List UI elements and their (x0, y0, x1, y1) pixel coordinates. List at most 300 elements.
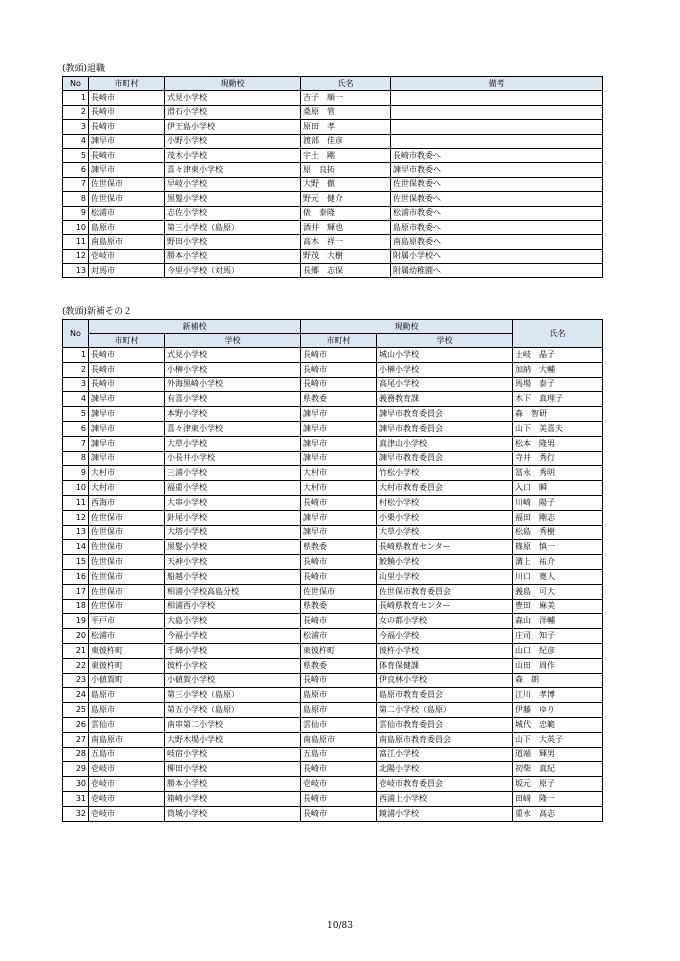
table-row (63, 392, 603, 407)
cell-current-municipality: 島原市 (301, 703, 377, 718)
cell-no: 30 (63, 777, 89, 792)
header-new-school-group: 新補校 (89, 320, 301, 334)
cell-current-school: 佐世保市教育委員会 (377, 584, 513, 599)
header-current-school-group: 現勤校 (301, 320, 513, 334)
cell-new-municipality: 松浦市 (89, 629, 165, 644)
header-current-school: 学校 (377, 334, 513, 348)
cell-name: 原 良拓 (301, 163, 391, 177)
cell-school: 今里小学校（対馬） (165, 264, 301, 278)
cell-municipality: 諫早市 (89, 134, 165, 148)
cell-name: 川口 寛人 (513, 569, 603, 584)
table-row (63, 614, 603, 629)
cell-new-school: 大島小学校 (165, 614, 301, 629)
cell-name: 城代 忠範 (513, 717, 603, 732)
cell-current-school: 諫早市教育委員会 (377, 451, 513, 466)
cell-school: 第三小学校（島原） (165, 220, 301, 234)
table-row (63, 91, 603, 105)
cell-new-municipality: 島原市 (89, 688, 165, 703)
table-row (63, 717, 603, 732)
cell-school: 小野小学校 (165, 134, 301, 148)
table-row (63, 791, 603, 806)
cell-current-municipality: 島原市 (301, 688, 377, 703)
cell-name: 江川 孝博 (513, 688, 603, 703)
cell-current-municipality: 諫早市 (301, 421, 377, 436)
cell-current-municipality: 諫早市 (301, 436, 377, 451)
cell-school: 黒髪小学校 (165, 192, 301, 206)
cell-no: 7 (63, 436, 89, 451)
cell-name: 加納 大輔 (513, 362, 603, 377)
cell-current-municipality: 南島原市 (301, 732, 377, 747)
cell-municipality: 対馬市 (89, 264, 165, 278)
cell-name: 渡部 佳彦 (301, 134, 391, 148)
cell-new-municipality: 長崎市 (89, 348, 165, 363)
cell-new-school: 今福小学校 (165, 629, 301, 644)
cell-no: 13 (63, 525, 89, 540)
cell-school: 伊王島小学校 (165, 120, 301, 134)
cell-no: 26 (63, 717, 89, 732)
cell-no: 28 (63, 747, 89, 762)
table-row (63, 134, 603, 148)
cell-name: 原田 孝 (301, 120, 391, 134)
cell-municipality: 長崎市 (89, 148, 165, 162)
cell-name: 入口 瞬 (513, 481, 603, 496)
cell-new-school: 筒城小学校 (165, 806, 301, 821)
cell-new-school: 箱崎小学校 (165, 791, 301, 806)
cell-name: 冨永 秀明 (513, 466, 603, 481)
cell-municipality: 諫早市 (89, 163, 165, 177)
cell-new-school: 式見小学校 (165, 348, 301, 363)
cell-school: 野田小学校 (165, 235, 301, 249)
table-row (63, 510, 603, 525)
cell-no: 32 (63, 806, 89, 821)
cell-name: 馬場 泰子 (513, 377, 603, 392)
cell-school: 式見小学校 (165, 91, 301, 105)
cell-current-school: 北陽小学校 (377, 762, 513, 777)
cell-no: 10 (63, 220, 89, 234)
cell-no: 4 (63, 392, 89, 407)
cell-current-school: 島原市教育委員会 (377, 688, 513, 703)
table-row (63, 105, 603, 119)
cell-name: 伊藤 ゆり (513, 703, 603, 718)
cell-name: 篠原 慎一 (513, 540, 603, 555)
cell-remarks: 佐世保教委へ (391, 177, 603, 191)
header-current-school: 現勤校 (165, 77, 301, 91)
cell-new-municipality: 諫早市 (89, 421, 165, 436)
cell-no: 11 (63, 235, 89, 249)
table-row (63, 762, 603, 777)
cell-name: 寺井 秀行 (513, 451, 603, 466)
cell-school: 喜々津東小学校 (165, 163, 301, 177)
cell-current-municipality: 長崎市 (301, 806, 377, 821)
header-municipality: 市町村 (89, 77, 165, 91)
cell-remarks (391, 105, 603, 119)
cell-current-school: 雲仙市教育委員会 (377, 717, 513, 732)
table-row (63, 658, 603, 673)
table-row (63, 421, 603, 436)
cell-remarks (391, 120, 603, 134)
cell-no: 21 (63, 643, 89, 658)
cell-new-school: 大野木場小学校 (165, 732, 301, 747)
cell-new-school: 針尾小学校 (165, 510, 301, 525)
cell-remarks: 島原市教委へ (391, 220, 603, 234)
cell-no: 17 (63, 584, 89, 599)
cell-remarks (391, 134, 603, 148)
cell-no: 5 (63, 407, 89, 422)
cell-new-municipality: 壱岐市 (89, 791, 165, 806)
table-row (63, 599, 603, 614)
table-row (63, 747, 603, 762)
header-current-municipality: 市町村 (301, 334, 377, 348)
cell-current-school: 高尾小学校 (377, 377, 513, 392)
cell-no: 3 (63, 377, 89, 392)
header-new-municipality: 市町村 (89, 334, 165, 348)
table-row (63, 348, 603, 363)
cell-no: 6 (63, 163, 89, 177)
cell-no: 2 (63, 362, 89, 377)
section2-title: (教頭)新補その２ (62, 307, 133, 317)
cell-current-municipality: 長崎市 (301, 791, 377, 806)
cell-no: 6 (63, 421, 89, 436)
cell-current-school: 鏡浦小学校 (377, 806, 513, 821)
table-row (63, 177, 603, 191)
cell-new-municipality: 諫早市 (89, 407, 165, 422)
cell-remarks: 長崎市教委へ (391, 148, 603, 162)
header-remarks: 備考 (391, 77, 603, 91)
cell-name: 初柴 真紀 (513, 762, 603, 777)
table-row (63, 540, 603, 555)
cell-no: 25 (63, 703, 89, 718)
cell-no: 23 (63, 673, 89, 688)
cell-current-municipality: 県教委 (301, 658, 377, 673)
cell-name: 長郷 志保 (301, 264, 391, 278)
cell-remarks: 佐世保教委へ (391, 192, 603, 206)
cell-no: 12 (63, 510, 89, 525)
cell-name: 土岐 晶子 (513, 348, 603, 363)
cell-new-municipality: 壱岐市 (89, 806, 165, 821)
cell-new-school: 千綿小学校 (165, 643, 301, 658)
cell-name: 道端 輝男 (513, 747, 603, 762)
table-row (63, 220, 603, 234)
cell-new-municipality: 五島市 (89, 747, 165, 762)
cell-no: 22 (63, 658, 89, 673)
cell-new-school: 外海黒崎小学校 (165, 377, 301, 392)
table-row (63, 673, 603, 688)
cell-new-school: 第三小学校（島原） (165, 688, 301, 703)
cell-new-school: 彼杵小学校 (165, 658, 301, 673)
cell-name: 溝上 祐介 (513, 555, 603, 570)
cell-new-school: 柳田小学校 (165, 762, 301, 777)
cell-name: 森 朗 (513, 673, 603, 688)
header-new-school: 学校 (165, 334, 301, 348)
cell-school: 滑石小学校 (165, 105, 301, 119)
cell-name: 山下 美喜夫 (513, 421, 603, 436)
cell-new-municipality: 東彼杵町 (89, 643, 165, 658)
cell-current-municipality: 県教委 (301, 392, 377, 407)
cell-current-municipality: 諫早市 (301, 510, 377, 525)
cell-current-municipality: 長崎市 (301, 362, 377, 377)
cell-current-school: 第二小学校（島原） (377, 703, 513, 718)
cell-name: 義島 可大 (513, 584, 603, 599)
header-name: 氏名 (513, 320, 603, 348)
cell-no: 27 (63, 732, 89, 747)
cell-current-municipality: 壱岐市 (301, 777, 377, 792)
cell-new-school: 相浦小学校高島分校 (165, 584, 301, 599)
cell-current-municipality: 県教委 (301, 599, 377, 614)
cell-current-school: 富江小学校 (377, 747, 513, 762)
cell-current-school: 長崎県教育センター (377, 540, 513, 555)
cell-municipality: 佐世保市 (89, 177, 165, 191)
cell-name: 俵 泰隆 (301, 206, 391, 220)
cell-name: 川崎 陽子 (513, 495, 603, 510)
cell-new-school: 有喜小学校 (165, 392, 301, 407)
cell-new-school: 小長井小学校 (165, 451, 301, 466)
cell-name: 森山 洋輔 (513, 614, 603, 629)
cell-new-school: 喜々津東小学校 (165, 421, 301, 436)
cell-no: 10 (63, 481, 89, 496)
cell-current-school: 女の都小学校 (377, 614, 513, 629)
cell-name: 木下 真理子 (513, 392, 603, 407)
cell-name: 野元 健介 (301, 192, 391, 206)
cell-new-municipality: 大村市 (89, 466, 165, 481)
table-row (63, 525, 603, 540)
table-row (63, 732, 603, 747)
cell-new-municipality: 小値賀町 (89, 673, 165, 688)
table-row (63, 235, 603, 249)
cell-no: 12 (63, 249, 89, 263)
table-row (63, 643, 603, 658)
cell-remarks: 附属小学校へ (391, 249, 603, 263)
section1-title: (教頭)退職 (62, 64, 106, 74)
cell-new-municipality: 諫早市 (89, 436, 165, 451)
cell-current-school: 竹松小学校 (377, 466, 513, 481)
cell-new-school: 岐宿小学校 (165, 747, 301, 762)
cell-current-municipality: 東彼杵町 (301, 643, 377, 658)
cell-current-municipality: 大村市 (301, 481, 377, 496)
cell-remarks (391, 91, 603, 105)
cell-no: 11 (63, 495, 89, 510)
cell-current-school: 鮫饒小学校 (377, 555, 513, 570)
cell-new-municipality: 佐世保市 (89, 555, 165, 570)
cell-current-municipality: 諫早市 (301, 525, 377, 540)
cell-no: 5 (63, 148, 89, 162)
cell-current-municipality: 長崎市 (301, 495, 377, 510)
cell-new-school: 第五小学校（島原） (165, 703, 301, 718)
cell-current-municipality: 長崎市 (301, 569, 377, 584)
cell-name: 田﨑 隆一 (513, 791, 603, 806)
cell-new-school: 本野小学校 (165, 407, 301, 422)
cell-name: 山下 大英子 (513, 732, 603, 747)
table-row (63, 629, 603, 644)
cell-remarks: 諫早市教委へ (391, 163, 603, 177)
cell-name: 豊田 麻美 (513, 599, 603, 614)
table-row (63, 377, 603, 392)
cell-name: 重永 高志 (513, 806, 603, 821)
cell-new-municipality: 東彼杵町 (89, 658, 165, 673)
cell-new-municipality: 佐世保市 (89, 540, 165, 555)
cell-new-municipality: 大村市 (89, 481, 165, 496)
cell-no: 1 (63, 348, 89, 363)
table-row (63, 451, 603, 466)
cell-no: 8 (63, 451, 89, 466)
table-row (63, 569, 603, 584)
cell-name: 宇土 剛 (301, 148, 391, 162)
cell-school: 早岐小学校 (165, 177, 301, 191)
cell-name: 松本 隆男 (513, 436, 603, 451)
cell-new-municipality: 長崎市 (89, 362, 165, 377)
cell-current-municipality: 長崎市 (301, 348, 377, 363)
cell-municipality: 松浦市 (89, 206, 165, 220)
cell-current-school: 長崎県教育センター (377, 599, 513, 614)
cell-municipality: 長崎市 (89, 120, 165, 134)
cell-no: 1 (63, 91, 89, 105)
cell-new-school: 大塔小学校 (165, 525, 301, 540)
cell-new-school: 大草小学校 (165, 436, 301, 451)
cell-current-municipality: 松浦市 (301, 629, 377, 644)
cell-name: 山田 周作 (513, 658, 603, 673)
cell-new-municipality: 佐世保市 (89, 569, 165, 584)
cell-new-municipality: 島原市 (89, 703, 165, 718)
cell-school: 茂木小学校 (165, 148, 301, 162)
cell-municipality: 長崎市 (89, 105, 165, 119)
cell-name: 山口 紀彦 (513, 643, 603, 658)
table-row (63, 407, 603, 422)
table-row (63, 264, 603, 278)
cell-current-school: 城山小学校 (377, 348, 513, 363)
cell-current-municipality: 県教委 (301, 540, 377, 555)
cell-new-municipality: 長崎市 (89, 377, 165, 392)
cell-name: 福田 剛志 (513, 510, 603, 525)
cell-current-municipality: 佐世保市 (301, 584, 377, 599)
table-row (63, 806, 603, 821)
table-row (63, 584, 603, 599)
cell-current-school: 村松小学校 (377, 495, 513, 510)
cell-name: 高木 祥一 (301, 235, 391, 249)
table-row (63, 495, 603, 510)
cell-new-school: 小値賀小学校 (165, 673, 301, 688)
cell-name: 森 智研 (513, 407, 603, 422)
cell-current-school: 諫早市教育委員会 (377, 407, 513, 422)
cell-current-school: 小榊小学校 (377, 362, 513, 377)
cell-new-school: 相浦西小学校 (165, 599, 301, 614)
cell-current-school: 山里小学校 (377, 569, 513, 584)
table-row (63, 163, 603, 177)
table-row (63, 703, 603, 718)
header-no: No (63, 320, 89, 348)
cell-no: 4 (63, 134, 89, 148)
cell-new-municipality: 佐世保市 (89, 525, 165, 540)
table-row (63, 555, 603, 570)
table-row (63, 466, 603, 481)
cell-current-school: 諫早市教育委員会 (377, 421, 513, 436)
cell-name: 大野 徹 (301, 177, 391, 191)
cell-name: 酒井 輝也 (301, 220, 391, 234)
cell-no: 24 (63, 688, 89, 703)
cell-municipality: 南島原市 (89, 235, 165, 249)
table-row (63, 777, 603, 792)
cell-new-municipality: 佐世保市 (89, 510, 165, 525)
cell-no: 9 (63, 466, 89, 481)
cell-new-school: 黒髪小学校 (165, 540, 301, 555)
cell-no: 13 (63, 264, 89, 278)
retirement-table (62, 76, 603, 278)
cell-new-municipality: 南島原市 (89, 732, 165, 747)
cell-no: 15 (63, 555, 89, 570)
cell-new-municipality: 雲仙市 (89, 717, 165, 732)
cell-new-municipality: 平戸市 (89, 614, 165, 629)
cell-new-school: 南串第二小学校 (165, 717, 301, 732)
table-row (63, 688, 603, 703)
cell-current-school: 義務教育課 (377, 392, 513, 407)
cell-current-school: 伊良林小学校 (377, 673, 513, 688)
cell-current-school: 壱岐市教育委員会 (377, 777, 513, 792)
cell-remarks: 附属幼稚園へ (391, 264, 603, 278)
cell-no: 3 (63, 120, 89, 134)
table-group-header-row (63, 320, 603, 334)
table-row (63, 120, 603, 134)
table-row (63, 436, 603, 451)
cell-current-municipality: 長崎市 (301, 377, 377, 392)
cell-new-school: 勝本小学校 (165, 777, 301, 792)
cell-no: 31 (63, 791, 89, 806)
cell-current-school: 今福小学校 (377, 629, 513, 644)
cell-current-municipality: 五島市 (301, 747, 377, 762)
cell-current-school: 小栗小学校 (377, 510, 513, 525)
cell-remarks: 松浦市教委へ (391, 206, 603, 220)
cell-current-school: 彼杵小学校 (377, 643, 513, 658)
cell-current-school: 体育保健課 (377, 658, 513, 673)
header-no: No (63, 77, 89, 91)
cell-no: 20 (63, 629, 89, 644)
table-row (63, 362, 603, 377)
table-row (63, 481, 603, 496)
cell-new-school: 天神小学校 (165, 555, 301, 570)
cell-new-municipality: 佐世保市 (89, 599, 165, 614)
cell-new-municipality: 壱岐市 (89, 762, 165, 777)
cell-name: 松島 秀樹 (513, 525, 603, 540)
table-header-row (63, 77, 603, 91)
cell-new-school: 船越小学校 (165, 569, 301, 584)
table-row (63, 148, 603, 162)
cell-new-municipality: 諫早市 (89, 451, 165, 466)
cell-new-municipality: 佐世保市 (89, 584, 165, 599)
cell-no: 16 (63, 569, 89, 584)
cell-municipality: 壱岐市 (89, 249, 165, 263)
cell-new-school: 大串小学校 (165, 495, 301, 510)
page-number: 10/83 (327, 921, 353, 931)
cell-no: 7 (63, 177, 89, 191)
cell-name: 野茂 大樹 (301, 249, 391, 263)
cell-current-municipality: 長崎市 (301, 614, 377, 629)
cell-no: 29 (63, 762, 89, 777)
cell-current-school: 南島原市教育委員会 (377, 732, 513, 747)
table-row (63, 206, 603, 220)
cell-current-school: 大草小学校 (377, 525, 513, 540)
cell-new-school: 小榊小学校 (165, 362, 301, 377)
cell-current-school: 西浦上小学校 (377, 791, 513, 806)
cell-school: 志佐小学校 (165, 206, 301, 220)
cell-no: 2 (63, 105, 89, 119)
cell-school: 勝本小学校 (165, 249, 301, 263)
cell-new-municipality: 壱岐市 (89, 777, 165, 792)
header-name: 氏名 (301, 77, 391, 91)
cell-new-school: 三浦小学校 (165, 466, 301, 481)
table-row (63, 249, 603, 263)
cell-current-municipality: 長崎市 (301, 555, 377, 570)
cell-no: 9 (63, 206, 89, 220)
cell-current-municipality: 雲仙市 (301, 717, 377, 732)
cell-current-municipality: 諫早市 (301, 451, 377, 466)
cell-new-school: 福重小学校 (165, 481, 301, 496)
